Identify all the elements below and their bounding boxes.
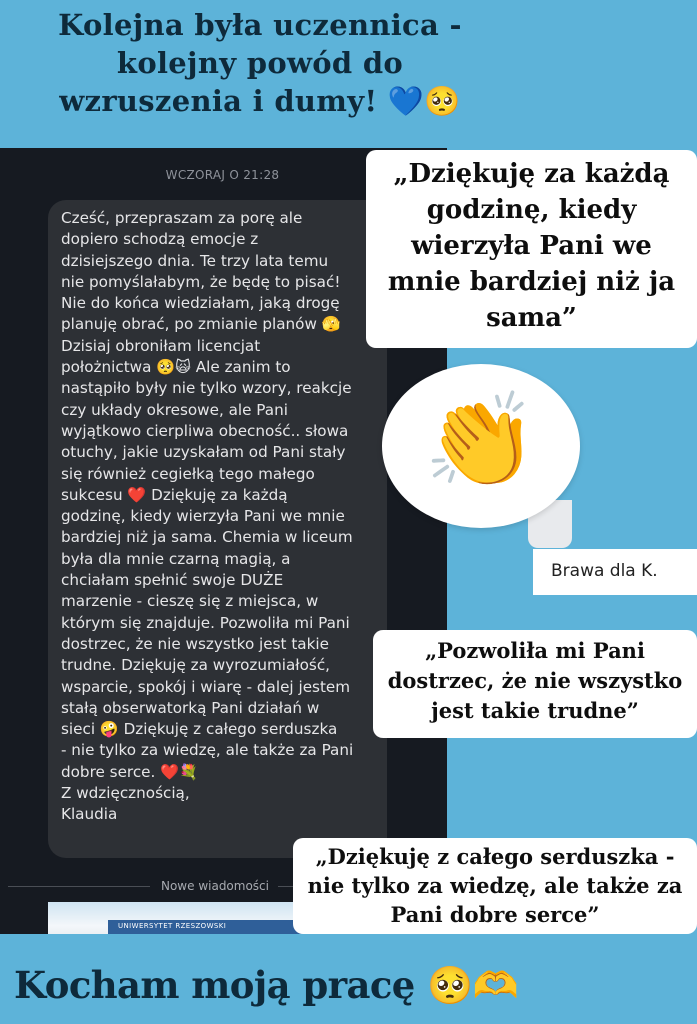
quote-line: „Dziękuję z całego serduszka - — [315, 844, 675, 869]
message-line: wsparcie, spokój i wiarę - dalej jestem — [61, 677, 351, 696]
message-line: była dla mnie czarną magią, a — [61, 549, 291, 568]
university-sign-text: UNIWERSYTET RZESZOWSKI — [118, 922, 227, 930]
clapping-sticker — [382, 364, 580, 528]
new-messages-label: Nowe wiadomości — [160, 879, 269, 893]
message-line: chciałam spełnić swoje DUŻE — [61, 571, 284, 590]
message-line: dostrzec, że nie wszystko jest takie — [61, 634, 329, 653]
sticker-caption-box — [533, 549, 697, 595]
page-title-line-1: Kolejna była uczennica - — [58, 8, 462, 42]
message-line: czy układy okresowe, ale Pani — [61, 400, 288, 419]
quote-line: dostrzec, że nie wszystko — [387, 668, 683, 693]
message-line: nie pomyślałabym, że będę to pisać! — [61, 272, 341, 291]
message-line: trudne. Dziękuję za wyrozumiałość, — [61, 656, 330, 675]
message-line: wyjątkowo cierpliwa obecność.. słowa — [61, 421, 349, 440]
message-line: stałą obserwatorką Pani działań w — [61, 698, 320, 717]
message-line: godzinę, kiedy wierzyła Pani we mnie — [61, 507, 345, 526]
clapping-hands-icon: 👏 — [423, 387, 539, 494]
quote-line: Pani dobre serce” — [390, 902, 600, 927]
footer-heading: Kocham moją pracę 🥺🫶 — [14, 963, 518, 1007]
message-line: Klaudia — [61, 805, 118, 824]
quote-line: wierzyła Pani we — [411, 231, 652, 261]
message-line: Nie do końca wiedziałam, jaką drogę — [61, 294, 340, 313]
message-line: sukcesu ❤️ Dziękuję za każdą — [61, 485, 288, 504]
message-line: którym się znajduje. Pozwoliła mi Pani — [61, 613, 350, 632]
page-title-line-2: kolejny powód do — [116, 46, 404, 80]
message-line: otuchy, jakie uzyskałam od Pani stały — [61, 443, 346, 462]
quote-line: godzinę, kiedy — [426, 195, 637, 225]
message-line: się również cegiełką tego małego — [61, 464, 315, 483]
quote-line: „Pozwoliła mi Pani — [425, 638, 645, 663]
message-timestamp: WCZORAJ O 21:28 — [165, 168, 280, 182]
message-line: dobre serce. ❤️💐 — [61, 762, 198, 781]
message-line: dopiero schodzą emocje z — [61, 230, 259, 249]
message-line: Dzisiaj obroniłam licencjat — [61, 336, 261, 355]
quote-line: mnie bardziej niż ja — [387, 267, 676, 297]
quote-line: sama” — [486, 303, 577, 333]
quote-box-2 — [373, 630, 697, 738]
quote-box-3 — [293, 838, 697, 934]
page-title-line-3: wzruszenia i dumy! 💙🥺 — [59, 84, 461, 118]
message-line: Z wdzięcznością, — [61, 784, 190, 803]
quote-box-1 — [366, 150, 697, 348]
quote-line: jest takie trudne” — [431, 698, 639, 723]
sticker-caption: Brawa dla K. — [551, 561, 658, 581]
message-line: bardziej niż ja sama. Chemia w liceum — [61, 528, 353, 547]
message-line: marzenie - cieszę się z miejsca, w — [61, 592, 319, 611]
message-line: dzisiejszego dnia. Te trzy lata temu — [61, 251, 329, 270]
quote-line: „Dziękuję za każdą — [393, 159, 670, 189]
message-line: Cześć, przepraszam za porę ale — [61, 209, 303, 227]
divider-line-left — [8, 886, 150, 887]
message-line: nastąpiło były nie tylko wzory, reakcje — [61, 379, 352, 398]
quote-line: nie tylko za wiedzę, ale także za — [307, 873, 683, 898]
message-line: planuję obrać, po zmianie planów 🫣 — [61, 315, 341, 334]
message-line: sieci 🤪 Dziękuję z całego serduszka — [61, 720, 338, 739]
message-line: położnictwa 🥺🙀 Ale zanim to — [61, 358, 291, 377]
page-title — [0, 6, 520, 120]
message-text — [61, 208, 376, 826]
message-line: - nie tylko za wiedzę, ale także za Pani — [61, 741, 354, 760]
